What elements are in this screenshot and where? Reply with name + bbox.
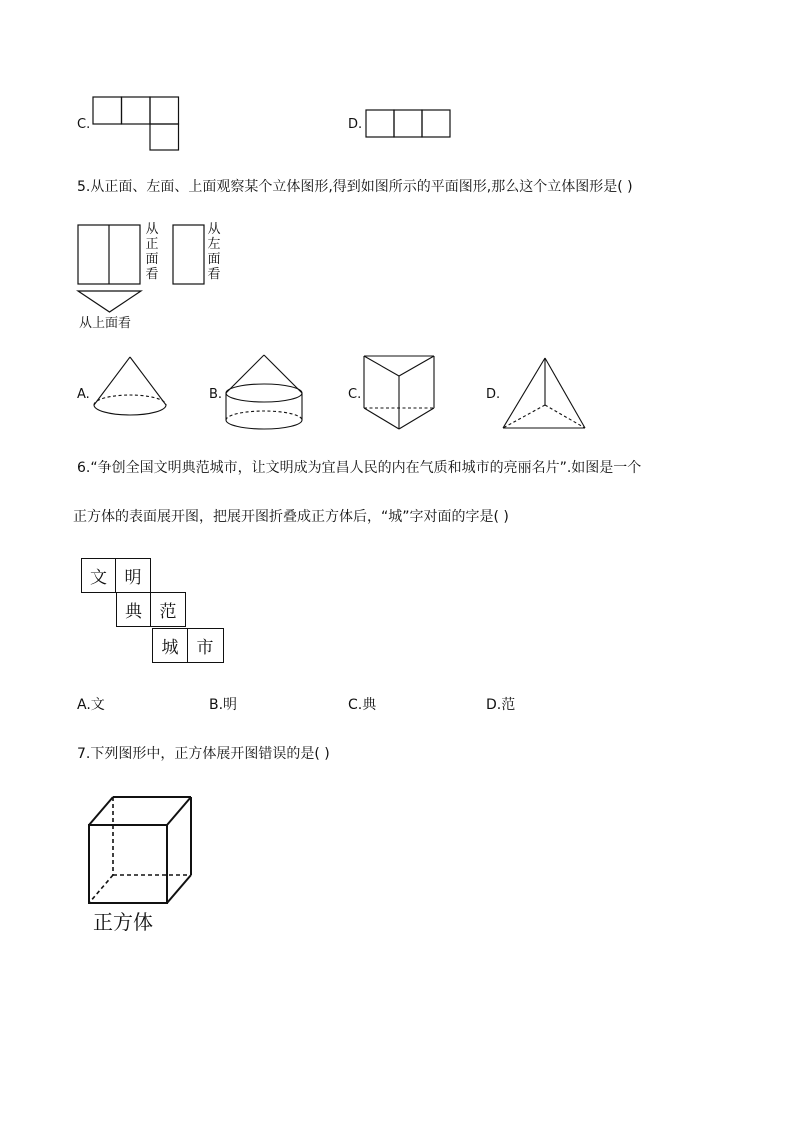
option-c-figure [92, 96, 182, 152]
net-cell-wen: 文 [81, 558, 116, 593]
cube-caption: 正方体 [93, 910, 153, 934]
q5-option-c-prism [363, 355, 437, 431]
q5-option-a-cone [92, 356, 172, 420]
question-5-text: 5.从正面、左面、上面观察某个立体图形,得到如图所示的平面图形,那么这个立体图形是( ) [77, 179, 633, 195]
front-view-figure [77, 224, 141, 286]
left-view-label: 从左面看 [207, 222, 221, 282]
option-d-label: D. [348, 117, 363, 132]
option-c-label: C. [77, 117, 91, 132]
option-d-figure [365, 109, 453, 139]
left-view-figure [172, 224, 206, 286]
q5-option-b-label: B. [209, 387, 223, 402]
q5-option-a-label: A. [77, 387, 90, 402]
q5-option-d-pyramid [502, 357, 588, 431]
top-view-figure [77, 290, 143, 314]
net-cell-fan: 范 [151, 592, 186, 627]
net-cell-cheng: 城 [152, 628, 188, 663]
net-cell-dian: 典 [116, 592, 151, 627]
q6-option-a: A.文 [77, 697, 105, 713]
q6-option-d: D.范 [486, 697, 516, 713]
question-6-line-1: 6.“争创全国文明典范城市，让文明成为宜昌人民的内在气质和城市的亮丽名片”.如图是一个 [77, 460, 642, 476]
q6-option-c: C.典 [348, 697, 377, 713]
top-view-label: 从上面看 [79, 316, 132, 331]
net-cell-shi: 市 [187, 628, 224, 663]
front-view-label: 从正面看 [145, 222, 159, 282]
q5-option-c-label: C. [348, 387, 362, 402]
q5-option-d-label: D. [486, 387, 501, 402]
question-6-line-2: 正方体的表面展开图，把展开图折叠成正方体后，“城”字对面的字是( ) [73, 509, 509, 525]
q6-option-b: B.明 [209, 697, 238, 713]
question-7-text: 7.下列图形中，正方体展开图错误的是( ) [77, 746, 330, 762]
q5-option-b-cone-cylinder [223, 354, 307, 434]
net-cell-ming: 明 [116, 558, 151, 593]
cube-figure [87, 795, 197, 907]
